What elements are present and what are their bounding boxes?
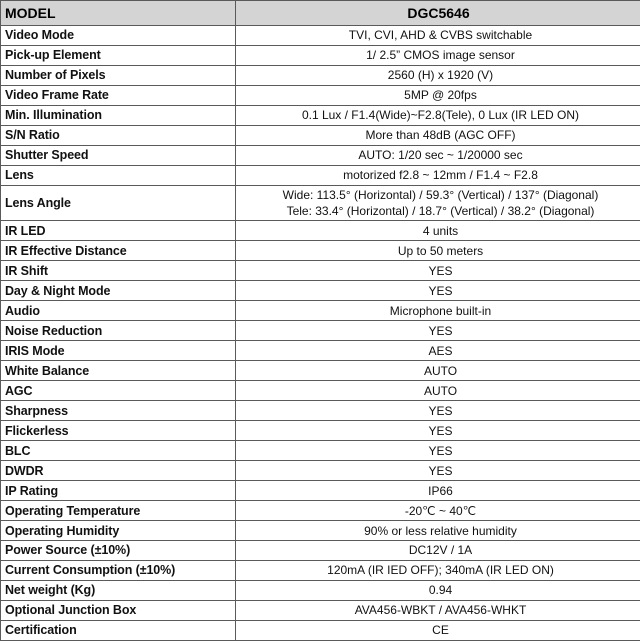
spec-value: 120mA (IR IED OFF); 340mA (IR LED ON) [236, 560, 640, 580]
spec-value: CE [236, 620, 640, 640]
table-row [1, 341, 640, 361]
table-row [1, 521, 640, 541]
spec-label: DWDR [1, 461, 236, 481]
table-row [1, 481, 640, 501]
table-row [1, 540, 640, 560]
spec-label: Current Consumption (±10%) [1, 560, 236, 580]
table-row [1, 185, 640, 221]
spec-label: Net weight (Kg) [1, 580, 236, 600]
spec-value: AUTO [236, 361, 640, 381]
spec-label: Operating Temperature [1, 501, 236, 521]
table-row [1, 501, 640, 521]
table-row [1, 65, 640, 85]
spec-value: YES [236, 281, 640, 301]
spec-value: Microphone built-in [236, 301, 640, 321]
table-row [1, 560, 640, 580]
table-row [1, 145, 640, 165]
table-row [1, 361, 640, 381]
spec-value: 4 units [236, 221, 640, 241]
table-row [1, 261, 640, 281]
spec-value: DC12V / 1A [236, 540, 640, 560]
spec-label: Operating Humidity [1, 521, 236, 541]
spec-value: YES [236, 461, 640, 481]
table-row [1, 281, 640, 301]
table-row [1, 125, 640, 145]
spec-value: 0.94 [236, 580, 640, 600]
spec-value: 2560 (H) x 1920 (V) [236, 65, 640, 85]
spec-label: Shutter Speed [1, 145, 236, 165]
spec-value: 1/ 2.5” CMOS image sensor [236, 45, 640, 65]
spec-value: YES [236, 441, 640, 461]
spec-value: 5MP @ 20fps [236, 85, 640, 105]
spec-label: Optional Junction Box [1, 600, 236, 620]
spec-label: Noise Reduction [1, 321, 236, 341]
spec-value: YES [236, 321, 640, 341]
table-row [1, 45, 640, 65]
spec-label: Certification [1, 620, 236, 640]
spec-value: -20℃ ~ 40℃ [236, 501, 640, 521]
spec-label: IP Rating [1, 481, 236, 501]
spec-value-multiline [236, 185, 640, 221]
spec-label: IR Shift [1, 261, 236, 281]
spec-value: IP66 [236, 481, 640, 501]
spec-label: Power Source (±10%) [1, 540, 236, 560]
spec-label: Lens Angle [1, 185, 236, 221]
spec-label: Video Mode [1, 26, 236, 46]
table-row [1, 321, 640, 341]
spec-label: S/N Ratio [1, 125, 236, 145]
spec-value: AUTO [236, 381, 640, 401]
spec-label: BLC [1, 441, 236, 461]
lens-angle-wide: Wide: 113.5° (Horizontal) / 59.3° (Vertical) / 137° (Diagonal) [240, 187, 640, 203]
spec-label: IR Effective Distance [1, 241, 236, 261]
spec-value: Up to 50 meters [236, 241, 640, 261]
spec-value: AUTO: 1/20 sec ~ 1/20000 sec [236, 145, 640, 165]
spec-label: Sharpness [1, 401, 236, 421]
table-row [1, 26, 640, 46]
table-row [1, 461, 640, 481]
spec-label: White Balance [1, 361, 236, 381]
spec-value: TVI, CVI, AHD & CVBS switchable [236, 26, 640, 46]
spec-value: AES [236, 341, 640, 361]
spec-value: AVA456-WBKT / AVA456-WHKT [236, 600, 640, 620]
table-row [1, 241, 640, 261]
spec-label: Lens [1, 165, 236, 185]
spec-label: Pick-up Element [1, 45, 236, 65]
spec-label: Flickerless [1, 421, 236, 441]
table-row [1, 620, 640, 640]
spec-value: YES [236, 421, 640, 441]
table-row [1, 421, 640, 441]
table-row [1, 401, 640, 421]
table-row [1, 301, 640, 321]
spec-label: Day & Night Mode [1, 281, 236, 301]
spec-label: Min. Illumination [1, 105, 236, 125]
table-row [1, 105, 640, 125]
table-row [1, 165, 640, 185]
table-row [1, 221, 640, 241]
spec-value: YES [236, 261, 640, 281]
table-header-row [1, 1, 640, 26]
table-row [1, 381, 640, 401]
spec-value: More than 48dB (AGC OFF) [236, 125, 640, 145]
spec-label: AGC [1, 381, 236, 401]
table-row [1, 441, 640, 461]
spec-label: Video Frame Rate [1, 85, 236, 105]
spec-value: 90% or less relative humidity [236, 521, 640, 541]
header-model-value: DGC5646 [236, 1, 640, 26]
spec-value: motorized f2.8 ~ 12mm / F1.4 ~ F2.8 [236, 165, 640, 185]
table-row [1, 85, 640, 105]
spec-value: 0.1 Lux / F1.4(Wide)~F2.8(Tele), 0 Lux (IR LED ON) [236, 105, 640, 125]
spec-label: Audio [1, 301, 236, 321]
spec-label: IRIS Mode [1, 341, 236, 361]
spec-label: Number of Pixels [1, 65, 236, 85]
header-label: MODEL [1, 1, 236, 26]
spec-label: IR LED [1, 221, 236, 241]
spec-value: YES [236, 401, 640, 421]
table-row [1, 600, 640, 620]
table-row [1, 580, 640, 600]
lens-angle-tele: Tele: 33.4° (Horizontal) / 18.7° (Vertical) / 38.2° (Diagonal) [240, 203, 640, 219]
